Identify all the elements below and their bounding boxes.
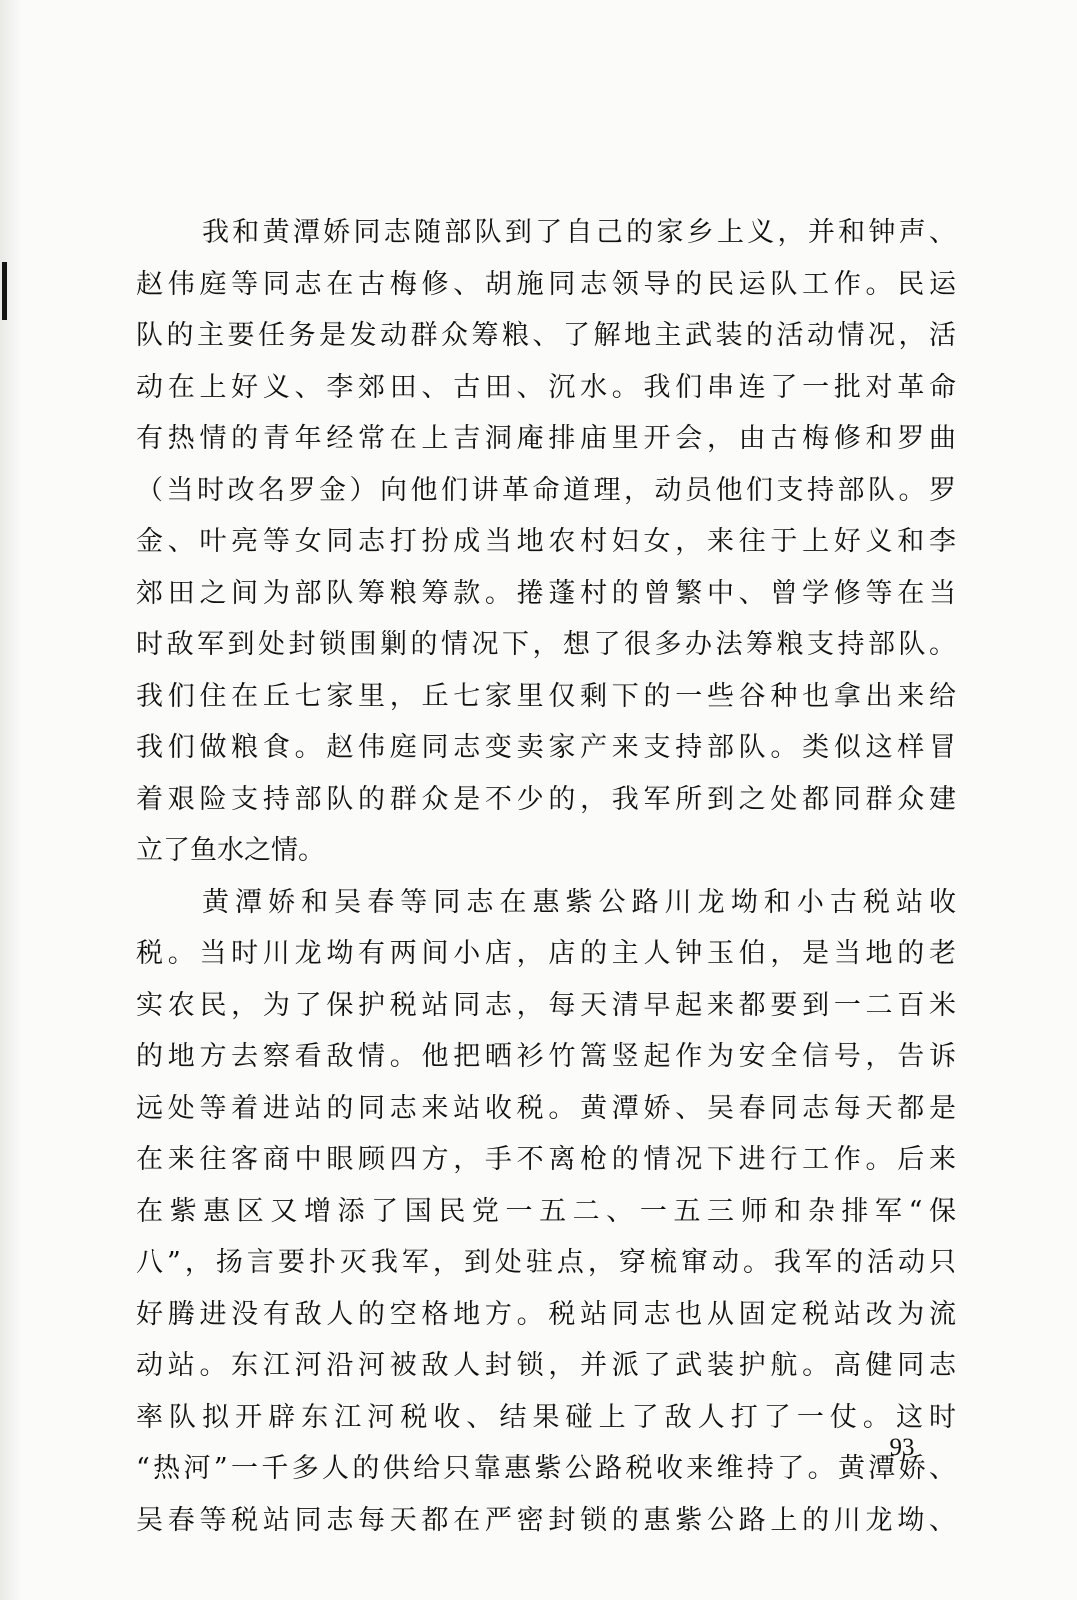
text-line: “热河”一千多人的供给只靠惠紫公路税收来维持了。黄潭娇、 [136, 1453, 956, 1484]
scan-mark [2, 262, 7, 320]
text-line: 动站。东江河沿河被敌人封锁，并派了武装护航。高健同志 [136, 1350, 956, 1381]
text-line: 的地方去察看敌情。他把晒衫竹篙竖起作为安全信号，告诉 [136, 1041, 956, 1072]
text-line: 在来往客商中眼顾四方，手不离枪的情况下进行工作。后来 [136, 1144, 956, 1175]
text-line: （当时改名罗金）向他们讲革命道理，动员他们支持部队。罗 [136, 474, 956, 506]
text-line: 时敌军到处封锁围剿的情况下，想了很多办法筹粮支持部队。 [136, 629, 956, 660]
text-line: 赵伟庭等同志在古梅修、胡施同志领导的民运队工作。民运 [136, 268, 956, 300]
text-line: 实农民，为了保护税站同志，每天清早起来都要到一二百米 [136, 989, 956, 1021]
body-text [136, 207, 956, 1546]
text-line: 率队拟开辟东江河税收、结果碰上了敌人打了一仗。这时 [136, 1401, 956, 1433]
text-line: 我们做粮食。赵伟庭同志变卖家产来支持部队。类似这样冒 [136, 732, 956, 763]
text-line: 立了鱼水之情。 [136, 835, 325, 866]
text-line: 我和黄潭娇同志随部队到了自己的家乡上义，并和钟声、 [202, 217, 956, 248]
text-line: 在紫惠区又增添了国民党一五二、一五三师和杂排军“保 [136, 1195, 956, 1227]
text-line: 吴春等税站同志每天都在严密封锁的惠紫公路上的川龙坳、 [136, 1504, 956, 1536]
text-line: 税。当时川龙坳有两间小店，店的主人钟玉伯，是当地的老 [136, 938, 956, 969]
scan-shadow [0, 0, 22, 1600]
text-line: 好腾进没有敌人的空格地方。税站同志也从固定税站改为流 [136, 1298, 956, 1330]
text-line: 八”，扬言要扑灭我军，到处驻点，穿梳窜动。我军的活动只 [136, 1247, 956, 1278]
text-line: 动在上好义、李郊田、古田、沉水。我们串连了一批对革命 [136, 371, 956, 403]
text-line: 郊田之间为部队筹粮筹款。捲蓬村的曾繁中、曾学修等在当 [136, 577, 956, 609]
text-line: 我们住在丘七家里，丘七家里仅剩下的一些谷种也拿出来给 [136, 680, 956, 712]
text-line: 远处等着进站的同志来站收税。黄潭娇、吴春同志每天都是 [136, 1092, 956, 1124]
page-number: 93 [889, 1434, 915, 1461]
text-line: 有热情的青年经常在上吉洞庵排庙里开会，由古梅修和罗曲 [136, 423, 956, 454]
text-line: 着艰险支持部队的群众是不少的，我军所到之处都同群众建 [136, 783, 956, 815]
text-line: 金、叶亮等女同志打扮成当地农村妇女，来往于上好义和李 [136, 526, 956, 557]
text-line: 黄潭娇和吴春等同志在惠紫公路川龙坳和小古税站收 [202, 886, 956, 918]
text-line: 队的主要任务是发动群众筹粮、了解地主武装的活动情况，活 [136, 320, 956, 351]
